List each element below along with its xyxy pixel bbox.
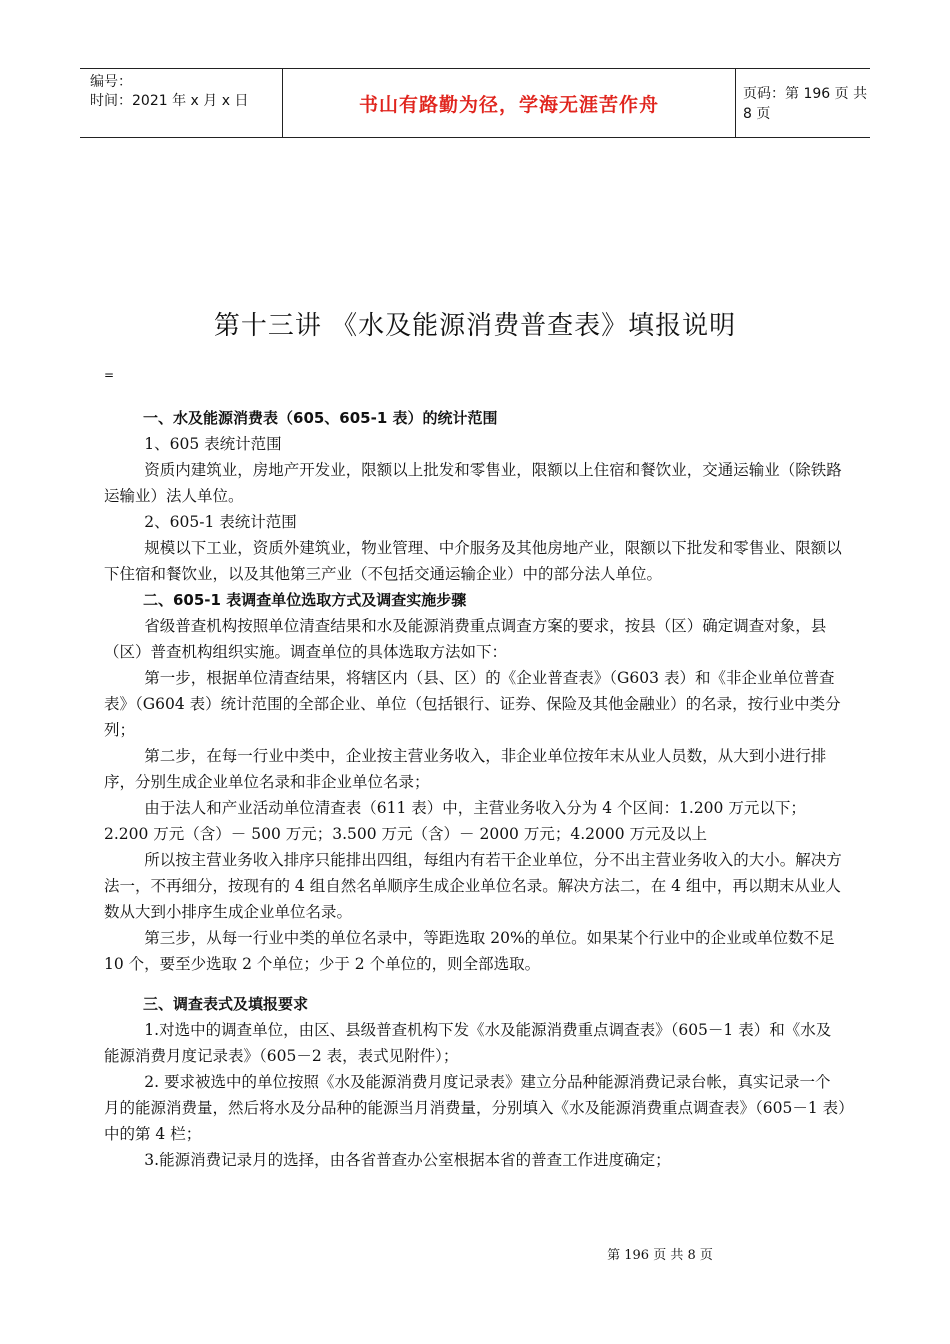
- header-motto: 书山有路勤为径，学海无涯苦作舟: [282, 69, 736, 137]
- subheading-605: 1、605 表统计范围: [144, 435, 282, 453]
- header-meta: [90, 73, 248, 111]
- header-page-info: 页码：第 196 页 共 8 页: [743, 86, 868, 122]
- document-number-label: 编号：: [90, 74, 132, 90]
- page-footer: 第 196 页 共 8 页: [607, 1248, 713, 1263]
- paragraph-item-1: 1.对选中的调查单位，由区、县级普查机构下发《水及能源消费重点调查表》（605－1 表）和《水及能源消费月度记录表》（605－2 表，表式见附件）；: [104, 1021, 832, 1065]
- spacer: [104, 977, 846, 991]
- paragraph-step-2: 第二步，在每一行业中类中，企业按主营业务收入，非企业单位按年末从业人员数，从大到小进行排序，分别生成企业单位名录和非企业单位名录；: [104, 747, 827, 791]
- subheading-605-1: 2、605-1 表统计范围: [144, 513, 297, 531]
- document-time-label: 时间：2021 年 x 月 x 日: [90, 93, 249, 109]
- paragraph: 资质内建筑业，房地产开发业，限额以上批发和零售业，限额以上住宿和餐饮业，交通运输业（除铁路运输业）法人单位。: [104, 461, 842, 505]
- section-heading-2: 二、605-1 表调查单位选取方式及调查实施步骤: [143, 591, 467, 609]
- paragraph-item-2: 2. 要求被选中的单位按照《水及能源消费月度记录表》建立分品种能源消费记录台帐，真实记录一个月的能源消费量，然后将水及分品种的能源当月消费量，分别填入《水及能源消费重点调查表》（605－1 表）中的第 4 栏；: [104, 1073, 846, 1143]
- paragraph: 省级普查机构按照单位清查结果和水及能源消费重点调查方案的要求，按县（区）确定调查对象，县（区）普查机构组织实施。调查单位的具体选取方法如下：: [104, 617, 827, 661]
- document-body: [104, 405, 846, 1173]
- document-title: 第十三讲 《水及能源消费普查表》填报说明: [213, 311, 737, 341]
- paragraph-item-3: 3.能源消费记录月的选择，由各省普查办公室根据本省的普查工作进度确定；: [144, 1151, 671, 1169]
- paragraph: 由于法人和产业活动单位清查表（611 表）中，主营业务收入分为 4 个区间：1.200 万元以下；2.200 万元（含）－ 500 万元；3.500 万元（含）－ 2000 万元；4.2000 万元及以上: [104, 799, 806, 843]
- paragraph: 规模以下工业，资质外建筑业，物业管理、中介服务及其他房地产业，限额以下批发和零售业、限额以下住宿和餐饮业，以及其他第三产业（不包括交通运输企业）中的部分法人单位。: [104, 539, 842, 583]
- section-heading-3: 三、调查表式及填报要求: [143, 995, 309, 1013]
- section-heading-1: 一、水及能源消费表（605、605-1 表）的统计范围: [143, 409, 498, 427]
- paragraph-step-1: 第一步，根据单位清查结果，将辖区内（县、区）的《企业普查表》（G603 表）和《非企业单位普查表》（G604 表）统计范围的全部企业、单位（包括银行、证券、保险及其他金融业）的名录，按行业中类分列；: [104, 669, 841, 739]
- paragraph-step-3: 第三步，从每一行业中类的单位名录中，等距选取 20%的单位。如果某个行业中的企业或单位数不足 10 个，要至少选取 2 个单位；少于 2 个单位的，则全部选取。: [104, 929, 835, 973]
- page-header: [80, 68, 870, 138]
- paragraph: 所以按主营业务收入排序只能排出四组，每组内有若干企业单位，分不出主营业务收入的大小。解决方法一，不再细分，按现有的 4 组自然名单顺序生成企业单位名录。解决方法二，在 4 组中，再以期末从业人数从大到小排序生成企业单位名录。: [104, 851, 842, 921]
- separator-mark: =: [104, 368, 115, 382]
